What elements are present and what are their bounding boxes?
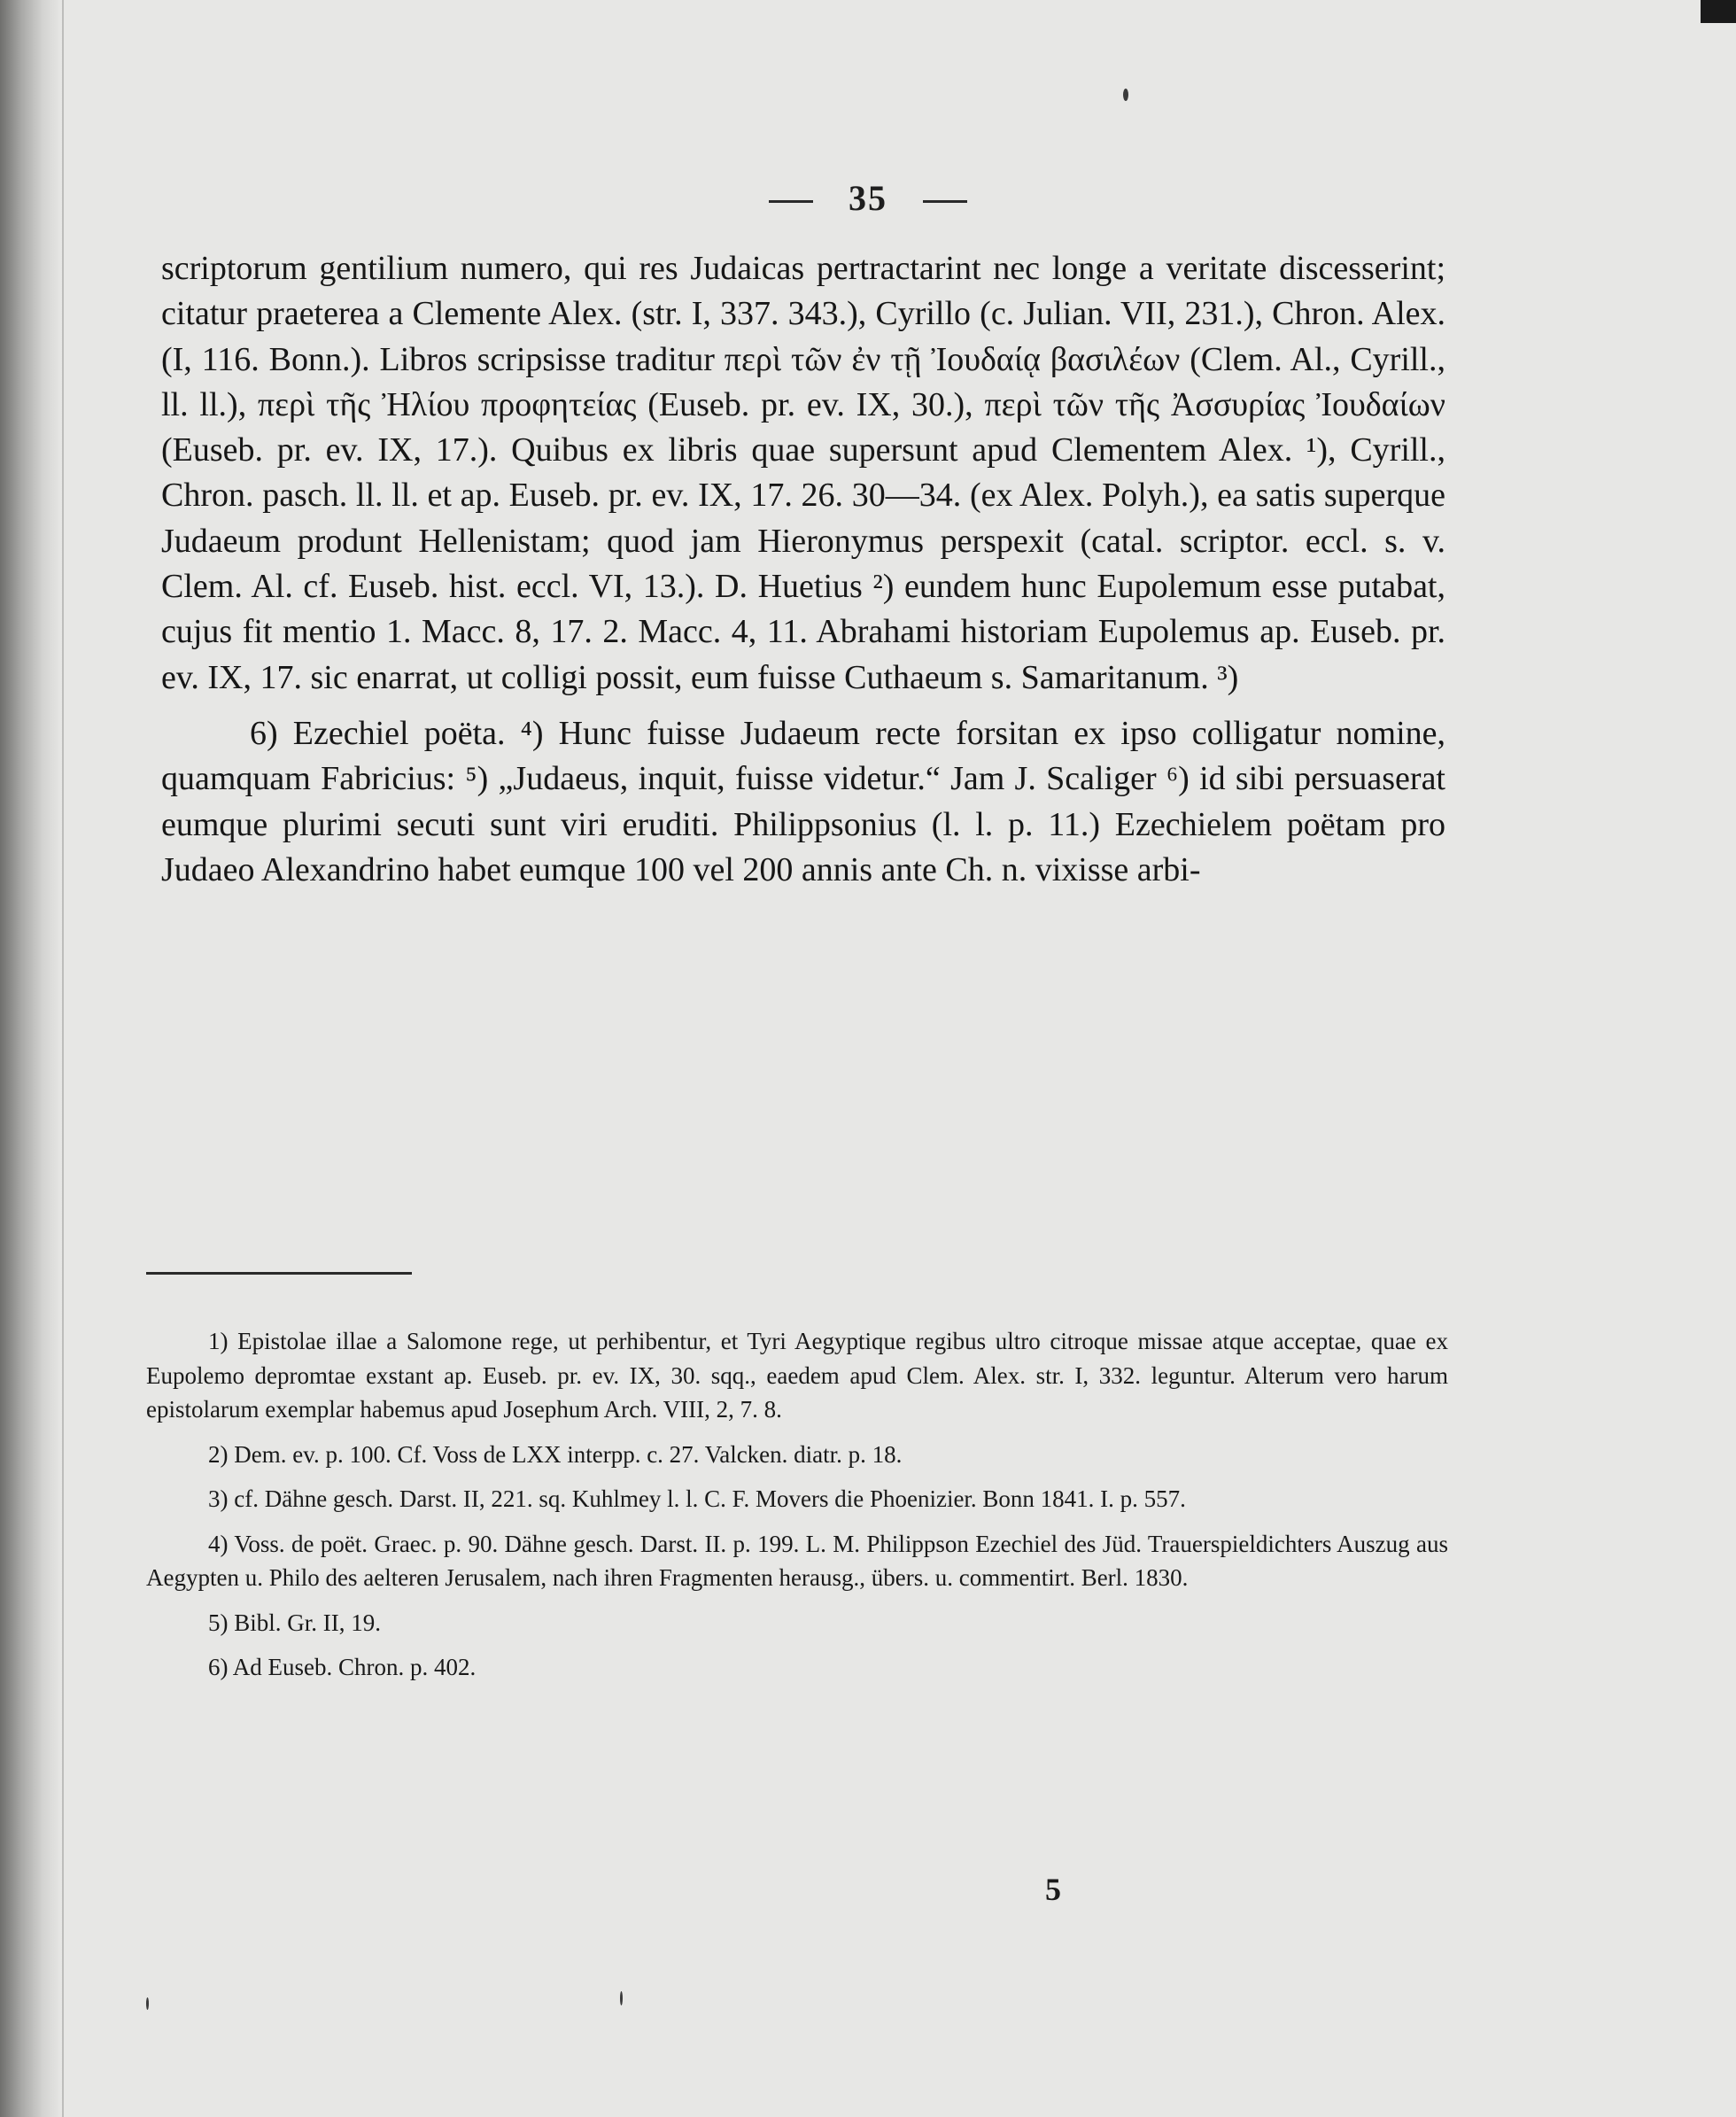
page-edge	[62, 0, 64, 2117]
ink-speck	[1123, 89, 1128, 101]
footnote-3: 3) cf. Dähne gesch. Darst. II, 221. sq. Kuhlmey l. l. C. F. Movers die Phoenizier. Bonn 1841. I. p. 557.	[208, 1485, 1186, 1512]
body-paragraph-2: 6) Ezechiel poëta. ⁴) Hunc fuisse Judaeum recte forsitan ex ipso colligatur nomine, quamquam Fabricius: ⁵) „Judaeus, inquit, fuisse videtur.“ Jam J. Scaliger ⁶) id sibi persuaserat eumque plurimi secuti sunt viri eruditi. Philippsonius (l. l. p. 11.) Ezechielem poëtam pro Judaeo Alexandrino habet eumque 100 vel 200 annis ante Ch. n. vixisse arbi-	[161, 714, 1445, 888]
body-paragraph-1: scriptorum gentilium numero, qui res Judaicas pertractarint nec longe a veritate discesserint; citatur praeterea a Clemente Alex. (str. I, 337. 343.), Cyrillo (c. Julian. VII, 231.), Chron. Alex. (I, 116. Bonn.). Libros scripsisse traditur περὶ τῶν ἐν τῇ Ἰουδαίᾳ βασιλέων (Clem. Al., Cyrill., ll. ll.), περὶ τῆς Ἠλίου προφητείας (Euseb. pr. ev. IX, 30.), περὶ τῶν τῆς Ἀσσυρίας Ἰουδαίων (Euseb. pr. ev. IX, 17.). Quibus ex libris quae supersunt apud Clementem Alex. ¹), Cyrill., Chron. pasch. ll. ll. et ap. Euseb. pr. ev. IX, 17. 26. 30—34. (ex Alex. Polyh.), ea satis superque Judaeum produnt Hellenistam; quod jam Hieronymus perspexit (catal. scriptor. eccl. s. v. Clem. Al. cf. Euseb. hist. eccl. VI, 13.). D. Huetius ²) eundem hunc Eupolemum esse putabat, cujus fit mentio 1. Macc. 8, 17. 2. Macc. 4, 11. Abrahami historiam Eupolemus ap. Euseb. pr. ev. IX, 17. sic enarrat, ut colligi possit, eum fuisse Cuthaeum s. Samaritanum. ³)	[161, 250, 1445, 696]
footnote-1: 1) Epistolae illae a Salomone rege, ut perhibentur, et Tyri Aegyptique regibus ultro citroque missae atque acceptae, quae ex Eupolemo depromtae exstant ap. Euseb. pr. ev. IX, 30. sqq., eaedem apud Clem. Alex. str. I, 332. leguntur. Alterum vero harum epistolarum exemplar habemus apud Josephum Arch. VIII, 2, 7. 8.	[146, 1328, 1448, 1423]
header-dash-right	[923, 200, 967, 203]
page-number: 35	[849, 178, 887, 218]
scan-corner-mark	[1701, 0, 1736, 23]
footnote-4: 4) Voss. de poët. Graec. p. 90. Dähne gesch. Darst. II. p. 199. L. M. Philippson Ezechiel des Jüd. Trauerspieldichters Auszug aus Aegypten u. Philo des aelteren Jerusalem, nach ihren Fragmenten herausg., übers. u. commentirt. Berl. 1830.	[146, 1530, 1448, 1591]
footnote-5: 5) Bibl. Gr. II, 19.	[208, 1609, 381, 1636]
binding-shadow	[0, 0, 62, 2117]
header-dash-left	[769, 200, 813, 203]
ink-speck	[146, 1997, 149, 2010]
main-text	[161, 246, 1445, 893]
footnotes	[146, 1324, 1448, 1695]
page-header	[0, 177, 1736, 219]
footnote-6: 6) Ad Euseb. Chron. p. 402.	[208, 1654, 477, 1680]
ink-speck	[620, 1991, 623, 2005]
footnote-separator	[146, 1272, 412, 1275]
footnote-2: 2) Dem. ev. p. 100. Cf. Voss de LXX interpp. c. 27. Valcken. diatr. p. 18.	[208, 1440, 903, 1468]
signature-mark: 5	[1045, 1872, 1061, 1907]
